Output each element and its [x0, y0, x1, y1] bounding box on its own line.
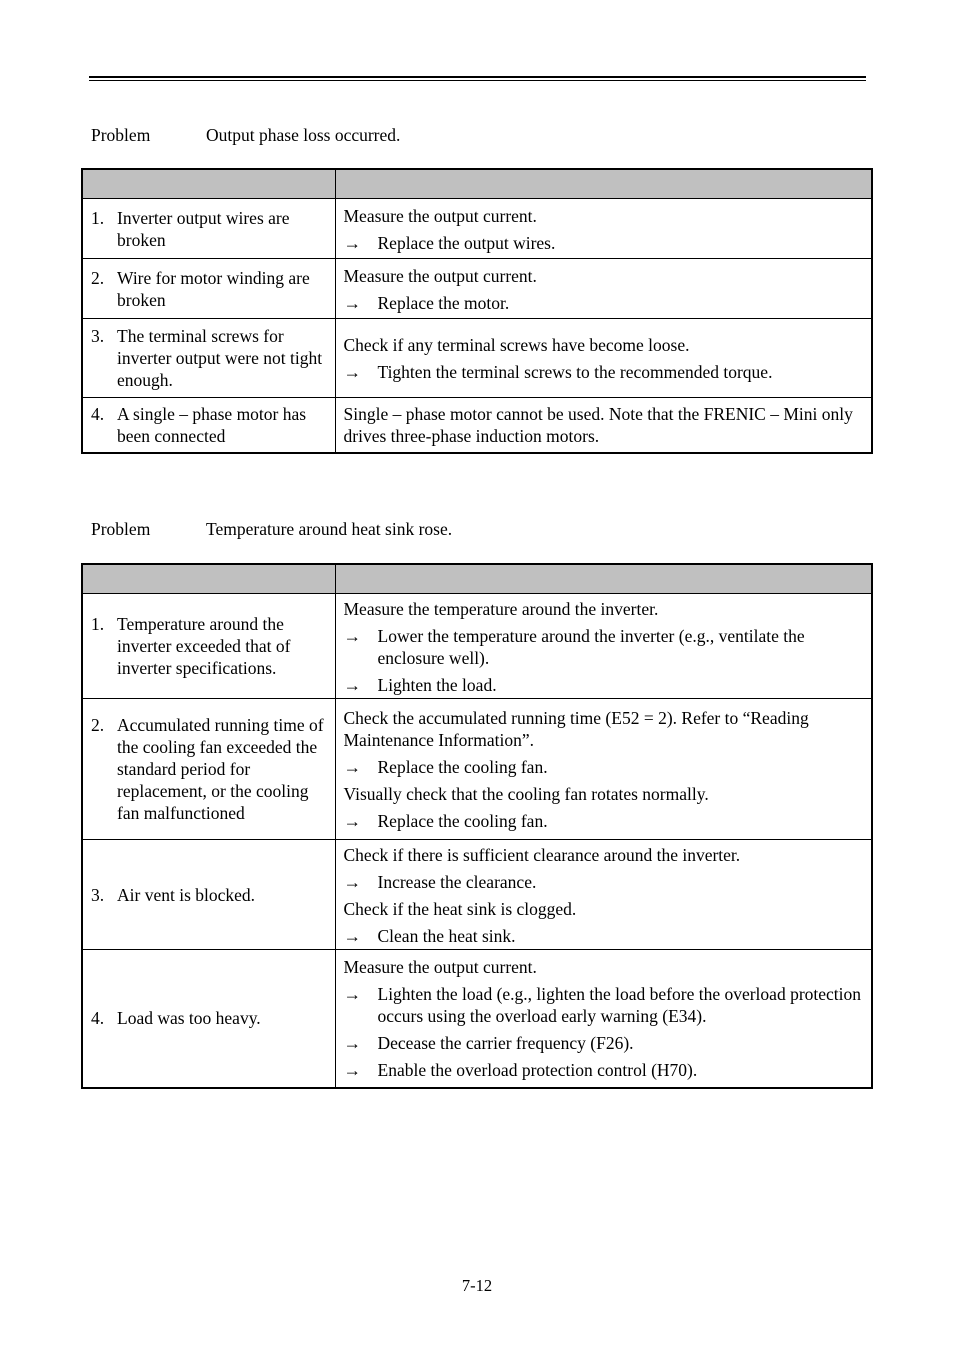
cause-number: 4.: [91, 403, 105, 424]
check-remedy-cell: [335, 840, 872, 950]
check-remedy-cell: [335, 398, 872, 453]
check-remedy-cell: [335, 594, 872, 699]
arrow-icon: →: [343, 811, 361, 831]
remedy-text: Lower the temperature around the inverter (e.g., ventilate the enclosure well).: [377, 625, 805, 668]
arrow-icon: →: [343, 984, 361, 1005]
cause-text: Accumulated running time of the cooling fan exceeded the standard period for replacement, or the cooling fan malfunctioned: [117, 715, 324, 823]
remedy-text: Lighten the load (e.g., lighten the load before the overload protection occurs using the overload early warning (E34).: [377, 984, 862, 1027]
problem-text: Output phase loss occurred.: [206, 125, 401, 145]
remedy-text: Lighten the load.: [377, 674, 497, 695]
problem-label: Problem: [91, 519, 151, 539]
cause-cell: [82, 199, 335, 259]
remedy-action: [344, 292, 864, 314]
check-text: Single – phase motor cannot be used. Note that the FRENIC – Mini only drives three-phase induction motors.: [343, 404, 853, 447]
troubleshooting-table-1: [81, 168, 873, 454]
remedy-text: Clean the heat sink.: [377, 925, 516, 946]
arrow-icon: →: [343, 871, 361, 892]
troubleshooting-table-2: [81, 563, 873, 1089]
check-text: Check if any terminal screws have become loose.: [343, 335, 690, 355]
check-text: Measure the temperature around the inverter.: [343, 598, 659, 619]
cause-text: Load was too heavy.: [117, 1008, 261, 1029]
check-text: Measure the output current.: [343, 205, 537, 226]
cause: [83, 207, 335, 251]
cause: [83, 403, 335, 447]
table-row: [82, 699, 872, 840]
cause-number: 2.: [91, 267, 105, 288]
check-text: Check if the heat sink is clogged.: [343, 898, 577, 919]
cause-text: Air vent is blocked.: [117, 884, 256, 905]
arrow-icon: →: [343, 1060, 361, 1081]
cause-cell: [82, 699, 335, 840]
cause-number: 3.: [91, 326, 105, 346]
remedy-action: [344, 1059, 864, 1081]
table-header-row: [82, 169, 872, 199]
cause: [83, 714, 335, 824]
cause-cell: [82, 950, 335, 1088]
cause-cell: [82, 259, 335, 319]
remedy-action: [344, 625, 864, 669]
check-text: Visually check that the cooling fan rotates normally.: [343, 784, 709, 804]
arrow-icon: →: [343, 625, 361, 646]
arrow-icon: →: [343, 674, 361, 695]
arrow-icon: →: [343, 292, 361, 313]
remedy-text: Replace the output wires.: [377, 232, 556, 253]
arrow-icon: →: [343, 232, 361, 253]
arrow-icon: →: [343, 362, 361, 382]
cause-text: A single – phase motor has been connected: [117, 403, 307, 446]
cause: [83, 325, 335, 391]
cause-cell: [82, 319, 335, 398]
problem-heading-1: [91, 125, 400, 145]
problem-heading-2: [91, 519, 452, 539]
cause-cell: [82, 840, 335, 950]
page-number: 7-12: [461, 1276, 493, 1295]
header-rule-thick: [89, 76, 866, 78]
remedy-action: [344, 674, 864, 696]
table-row: [82, 259, 872, 319]
table-row: [82, 594, 872, 699]
remedy-text: Increase the clearance.: [377, 871, 537, 892]
cause-text: Inverter output wires are broken: [117, 207, 290, 250]
check-text: Measure the output current.: [343, 265, 537, 286]
cause-number: 2.: [91, 715, 105, 735]
remedy-text: Replace the cooling fan.: [377, 757, 548, 777]
problem-text: Temperature around heat sink rose.: [206, 519, 453, 539]
cause-cell: [82, 398, 335, 453]
remedy-text: Replace the motor.: [377, 292, 510, 313]
cause: [83, 884, 335, 906]
remedy-text: Decease the carrier frequency (F26).: [377, 1033, 634, 1054]
table-row: [82, 398, 872, 453]
cause-number: 1.: [91, 207, 105, 228]
remedy-action: [344, 925, 864, 947]
table-row: [82, 319, 872, 398]
check-remedy-cell: [335, 259, 872, 319]
remedy-text: Replace the cooling fan.: [377, 811, 548, 831]
table-header-row: [82, 564, 872, 594]
remedy-action: [344, 232, 864, 254]
check-remedy-cell: [335, 699, 872, 840]
cause-text: Temperature around the inverter exceeded that of inverter specifications.: [117, 614, 291, 678]
cause-text: Wire for motor winding are broken: [117, 267, 310, 310]
cause-number: 3.: [91, 884, 105, 905]
check-remedy-cell: [335, 950, 872, 1088]
check-remedy-cell: [335, 319, 872, 398]
table-row: [82, 199, 872, 259]
table-row: [82, 840, 872, 950]
remedy-text: Enable the overload protection control (H70).: [377, 1060, 698, 1081]
remedy-action: [344, 983, 864, 1027]
cause-number: 1.: [91, 614, 105, 634]
cause: [83, 267, 335, 311]
check-text: Check the accumulated running time (E52 = 2). Refer to “Reading Maintenance Information”.: [343, 708, 809, 750]
remedy-text: Tighten the terminal screws to the recommended torque.: [377, 362, 773, 382]
remedy-action: [344, 756, 864, 778]
cause-cell: [82, 594, 335, 699]
check-text: Check if there is sufficient clearance around the inverter.: [343, 844, 741, 865]
arrow-icon: →: [343, 925, 361, 946]
remedy-action: [344, 1032, 864, 1054]
header-rule-thin: [89, 80, 866, 81]
cause-text: The terminal screws for inverter output were not tight enough.: [117, 326, 323, 390]
cause-number: 4.: [91, 1008, 105, 1029]
remedy-action: [344, 810, 864, 832]
remedy-action: [344, 361, 864, 383]
problem-label: Problem: [91, 125, 151, 145]
cause: [83, 613, 335, 679]
check-remedy-cell: [335, 199, 872, 259]
remedy-action: [344, 871, 864, 893]
arrow-icon: →: [343, 757, 361, 777]
arrow-icon: →: [343, 1033, 361, 1054]
cause: [83, 1007, 335, 1029]
table-row: [82, 950, 872, 1088]
check-text: Measure the output current.: [343, 957, 537, 978]
